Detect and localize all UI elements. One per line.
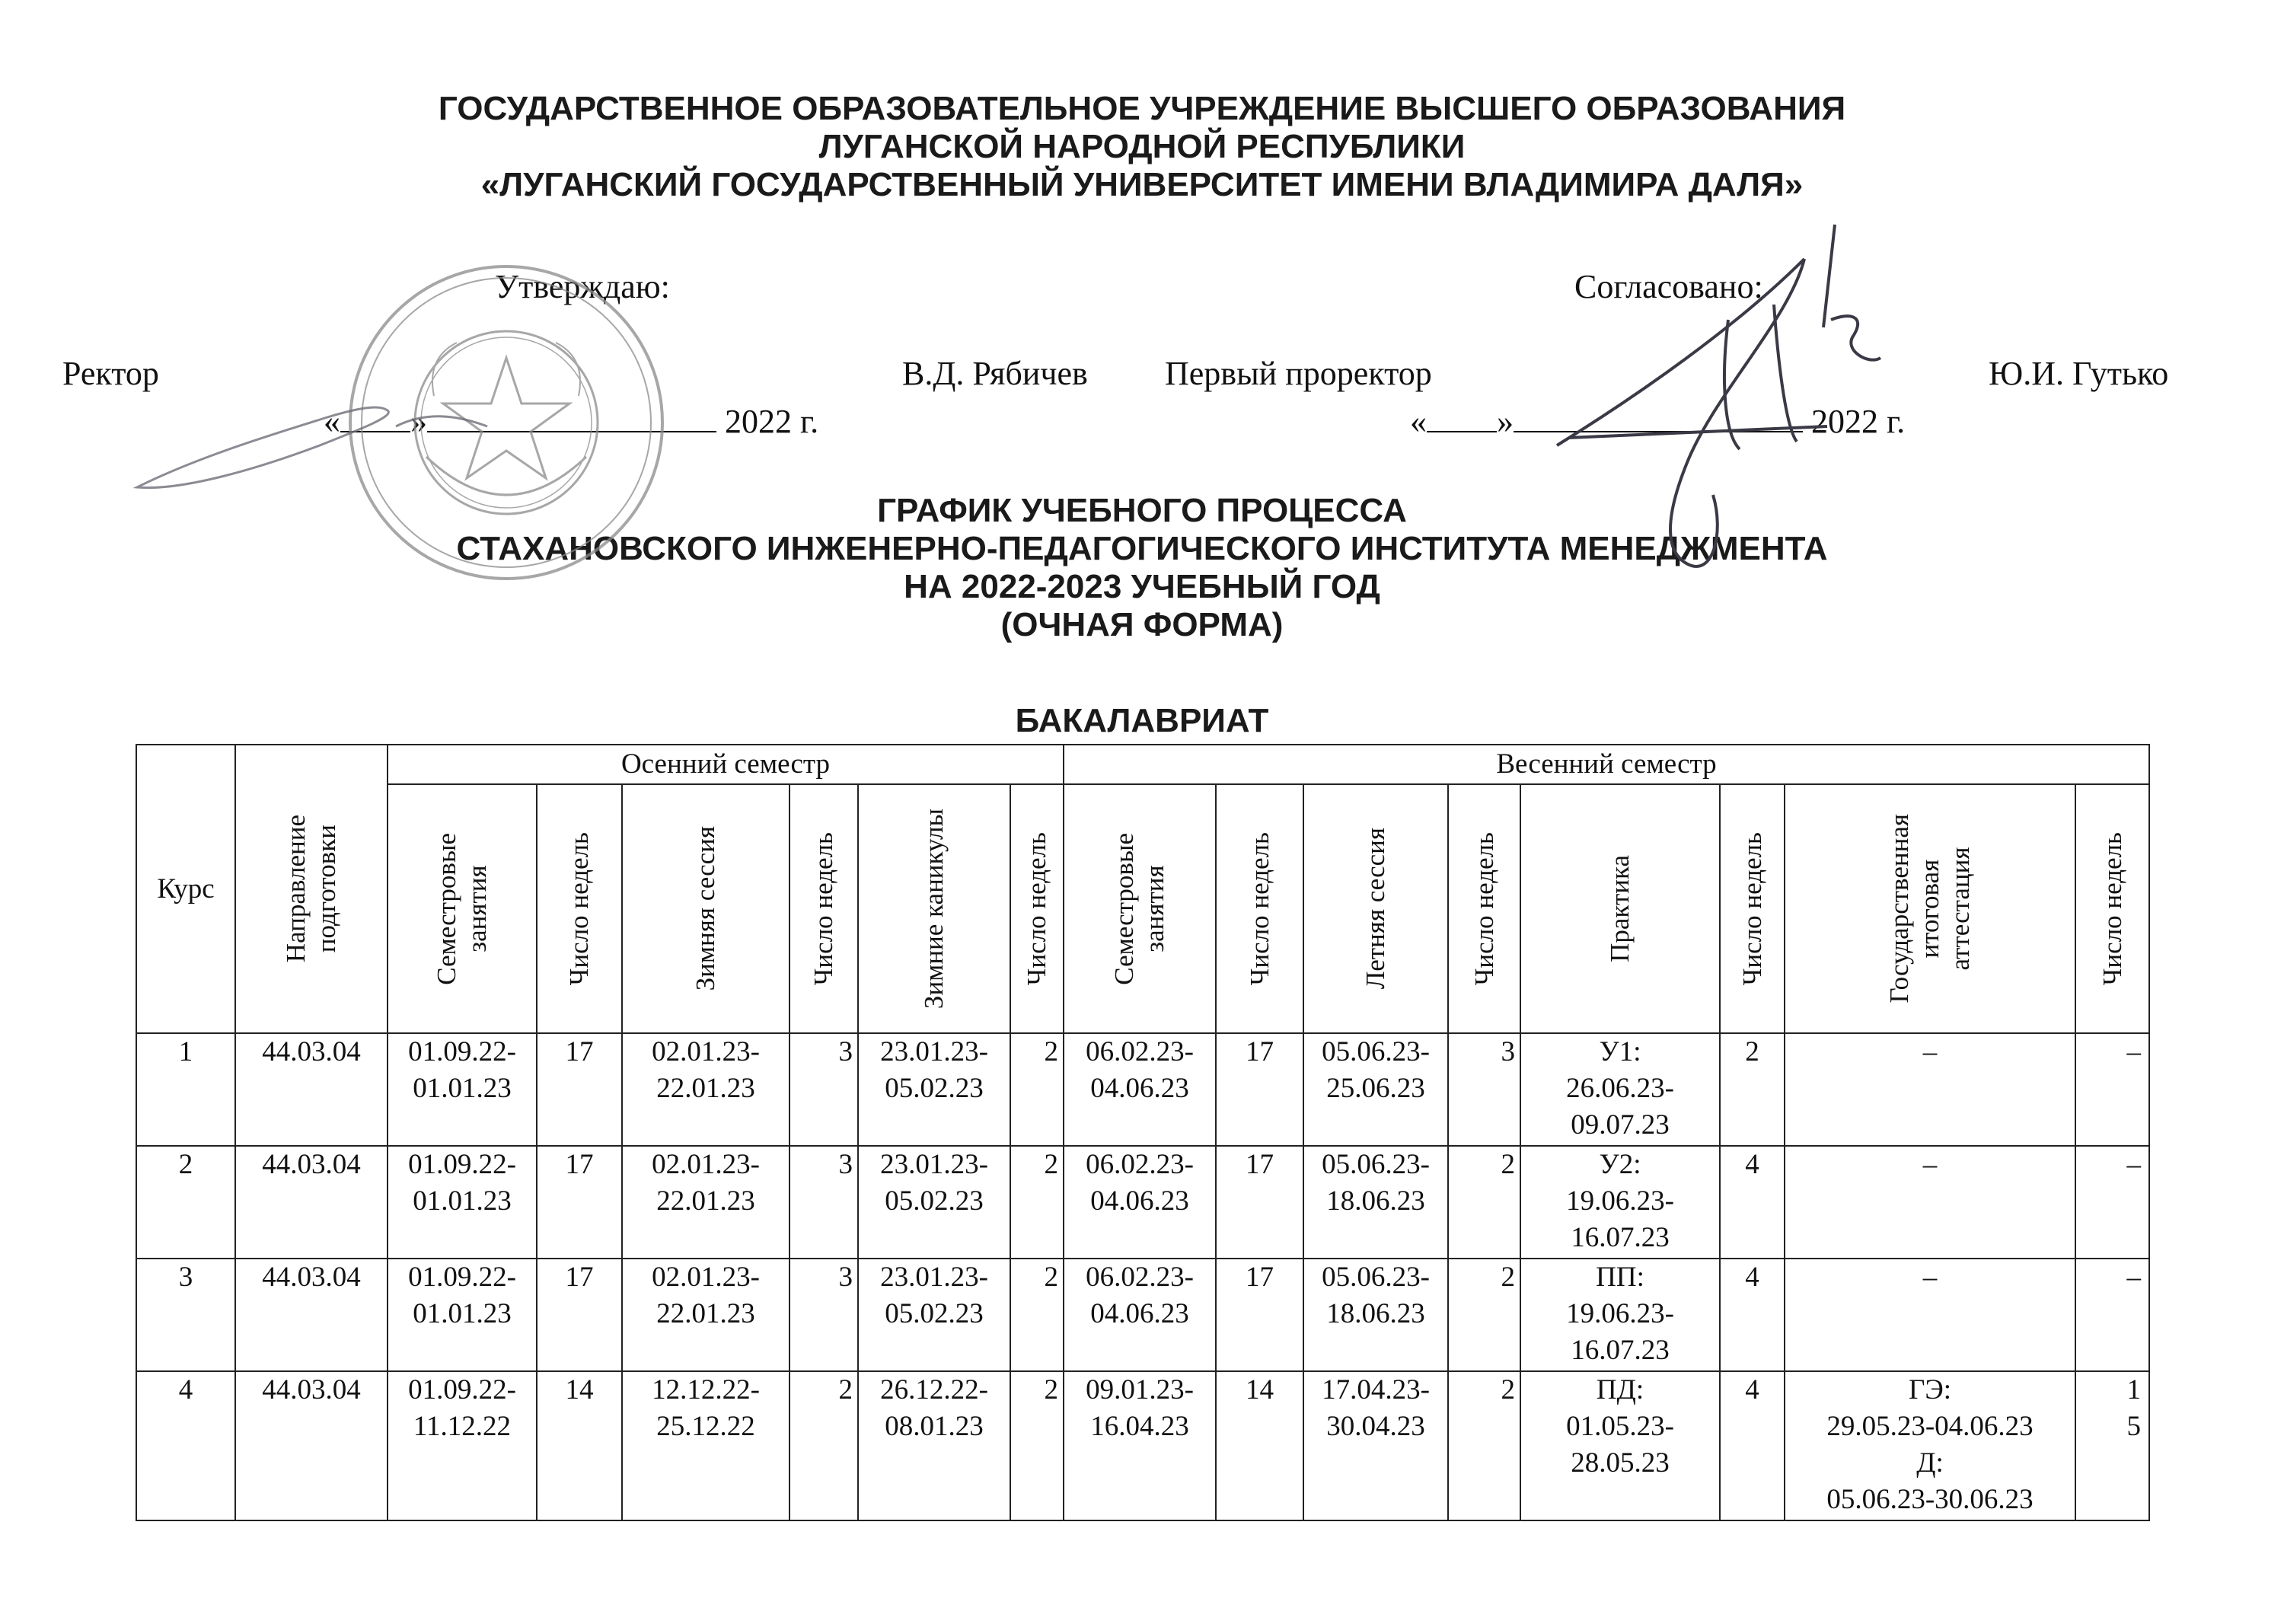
weeks-cell: 2 xyxy=(1010,1033,1064,1146)
winter-session-cell: 02.01.23- 22.01.23 xyxy=(622,1259,790,1371)
weeks-cell: 14 xyxy=(537,1371,622,1520)
day-blank xyxy=(340,402,410,432)
day-blank xyxy=(1427,402,1497,432)
weeks-cell: – xyxy=(2075,1259,2149,1371)
institution-header xyxy=(0,90,2284,204)
weeks-cell: 14 xyxy=(1216,1371,1303,1520)
rector-name: В.Д. Рябичев xyxy=(902,355,1088,392)
weeks-cell: 2 xyxy=(1448,1259,1520,1371)
course-cell: 3 xyxy=(136,1259,235,1371)
header-line-3: «ЛУГАНСКИЙ ГОСУДАРСТВЕННЫЙ УНИВЕРСИТЕТ ИМЕНИ ВЛАДИМИРА ДАЛЯ» xyxy=(480,166,1804,203)
attestation-cell: – xyxy=(1785,1259,2075,1371)
weeks-cell: 3 xyxy=(1448,1033,1520,1146)
weeks-header: Число недель xyxy=(1216,784,1303,1033)
rector-date-line xyxy=(324,402,818,441)
weeks-header: Число недель xyxy=(537,784,622,1033)
weeks-cell: – xyxy=(2075,1146,2149,1259)
summer-session-cell: 05.06.23- 18.06.23 xyxy=(1303,1146,1448,1259)
autumn-classes-cell: 01.09.22- 11.12.22 xyxy=(388,1371,537,1520)
direction-cell: 44.03.04 xyxy=(235,1033,388,1146)
weeks-header: Число недель xyxy=(1010,784,1064,1033)
weeks-cell: 2 xyxy=(1010,1146,1064,1259)
course-cell: 1 xyxy=(136,1033,235,1146)
prorector-title: Первый проректор xyxy=(1165,355,1432,392)
weeks-cell: 2 xyxy=(1010,1371,1064,1520)
weeks-cell: 4 xyxy=(1720,1259,1785,1371)
winter-holidays-cell: 23.01.23- 05.02.23 xyxy=(858,1259,1010,1371)
weeks-header: Число недель xyxy=(2075,784,2149,1033)
month-blank xyxy=(427,402,716,432)
header-line-2: ЛУГАНСКОЙ НАРОДНОЙ РЕСПУБЛИКИ xyxy=(818,128,1466,165)
course-header: Курс xyxy=(136,745,235,1033)
winter-holidays-cell: 23.01.23- 05.02.23 xyxy=(858,1146,1010,1259)
rector-date-year: 2022 г. xyxy=(725,403,819,440)
weeks-cell: 2 xyxy=(1010,1259,1064,1371)
direction-header: Направление подготовки xyxy=(235,745,388,1033)
weeks-cell: 4 xyxy=(1720,1371,1785,1520)
winter-session-cell: 02.01.23- 22.01.23 xyxy=(622,1146,790,1259)
schedule-title xyxy=(0,492,2284,644)
autumn-classes-cell: 01.09.22- 01.01.23 xyxy=(388,1033,537,1146)
practice-cell: У1: 26.06.23- 09.07.23 xyxy=(1520,1033,1720,1146)
summer-session-cell: 05.06.23- 18.06.23 xyxy=(1303,1259,1448,1371)
practice-cell: У2: 19.06.23- 16.07.23 xyxy=(1520,1146,1720,1259)
direction-cell: 44.03.04 xyxy=(235,1146,388,1259)
autumn-classes-cell: 01.09.22- 01.01.23 xyxy=(388,1146,537,1259)
direction-cell: 44.03.04 xyxy=(235,1371,388,1520)
prorector-date-line xyxy=(1410,402,1905,441)
weeks-header: Число недель xyxy=(1448,784,1520,1033)
autumn-classes-header: Семестровые занятия xyxy=(388,784,537,1033)
winter-session-cell: 02.01.23- 22.01.23 xyxy=(622,1033,790,1146)
agreed-label: Согласовано: xyxy=(1574,268,1763,305)
summer-session-cell: 05.06.23- 25.06.23 xyxy=(1303,1033,1448,1146)
schedule-table xyxy=(136,744,2150,1521)
weeks-cell: 2 xyxy=(1448,1146,1520,1259)
weeks-header: Число недель xyxy=(1720,784,1785,1033)
attestation-cell: ГЭ: 29.05.23-04.06.23 Д: 05.06.23-30.06.23 xyxy=(1785,1371,2075,1520)
date-quote-close: » xyxy=(410,403,427,440)
spring-classes-cell: 06.02.23- 04.06.23 xyxy=(1064,1259,1216,1371)
date-quote-open: « xyxy=(1410,403,1427,440)
weeks-cell: 17 xyxy=(537,1146,622,1259)
weeks-cell: 1 5 xyxy=(2075,1371,2149,1520)
title-line-4: (ОЧНАЯ ФОРМА) xyxy=(1000,606,1284,643)
weeks-cell: 17 xyxy=(1216,1146,1303,1259)
spring-classes-header: Семестровые занятия xyxy=(1064,784,1216,1033)
practice-cell: ПП: 19.06.23- 16.07.23 xyxy=(1520,1259,1720,1371)
approve-label: Утверждаю: xyxy=(495,268,670,305)
weeks-cell: 3 xyxy=(790,1259,858,1371)
weeks-cell: 3 xyxy=(790,1033,858,1146)
course-cell: 4 xyxy=(136,1371,235,1520)
winter-session-header: Зимняя сессия xyxy=(622,784,790,1033)
spring-classes-cell: 06.02.23- 04.06.23 xyxy=(1064,1033,1216,1146)
weeks-header: Число недель xyxy=(790,784,858,1033)
header-line-1: ГОСУДАРСТВЕННОЕ ОБРАЗОВАТЕЛЬНОЕ УЧРЕЖДЕНИЕ ВЫСШЕГО ОБРАЗОВАНИЯ xyxy=(438,90,1846,127)
date-quote-close: » xyxy=(1497,403,1514,440)
attestation-cell: – xyxy=(1785,1146,2075,1259)
rector-title: Ректор xyxy=(62,355,159,392)
date-quote-open: « xyxy=(324,403,340,440)
spring-classes-cell: 06.02.23- 04.06.23 xyxy=(1064,1146,1216,1259)
prorector-name: Ю.И. Гутько xyxy=(1989,355,2169,392)
attestation-cell: – xyxy=(1785,1033,2075,1146)
direction-cell: 44.03.04 xyxy=(235,1259,388,1371)
attestation-header: Государственная итоговая аттестация xyxy=(1785,784,2075,1033)
weeks-cell: 2 xyxy=(1720,1033,1785,1146)
month-blank xyxy=(1514,402,1803,432)
autumn-semester-header: Осенний семестр xyxy=(388,745,1064,784)
table-row xyxy=(136,1371,2149,1520)
spring-classes-cell: 09.01.23- 16.04.23 xyxy=(1064,1371,1216,1520)
winter-holidays-cell: 23.01.23- 05.02.23 xyxy=(858,1033,1010,1146)
course-cell: 2 xyxy=(136,1146,235,1259)
winter-holidays-cell: 26.12.22- 08.01.23 xyxy=(858,1371,1010,1520)
weeks-cell: 17 xyxy=(537,1033,622,1146)
summer-session-header: Летняя сессия xyxy=(1303,784,1448,1033)
table-row xyxy=(136,1033,2149,1146)
practice-header: Практика xyxy=(1520,784,1720,1033)
practice-cell: ПД: 01.05.23- 28.05.23 xyxy=(1520,1371,1720,1520)
weeks-cell: 2 xyxy=(1448,1371,1520,1520)
autumn-classes-cell: 01.09.22- 01.01.23 xyxy=(388,1259,537,1371)
spring-semester-header: Весенний семестр xyxy=(1064,745,2149,784)
title-line-1: ГРАФИК УЧЕБНОГО ПРОЦЕССА xyxy=(877,492,1407,529)
weeks-cell: – xyxy=(2075,1033,2149,1146)
table-row xyxy=(136,1146,2149,1259)
header-row-columns xyxy=(136,784,2149,1033)
table-row xyxy=(136,1259,2149,1371)
header-row-semesters xyxy=(136,745,2149,784)
winter-session-cell: 12.12.22- 25.12.22 xyxy=(622,1371,790,1520)
title-line-3: НА 2022-2023 УЧЕБНЫЙ ГОД xyxy=(904,568,1380,605)
section-heading: БАКАЛАВРИАТ xyxy=(1015,702,1269,739)
weeks-cell: 3 xyxy=(790,1146,858,1259)
weeks-cell: 4 xyxy=(1720,1146,1785,1259)
weeks-cell: 2 xyxy=(790,1371,858,1520)
weeks-cell: 17 xyxy=(1216,1033,1303,1146)
prorector-date-year: 2022 г. xyxy=(1811,403,1906,440)
weeks-cell: 17 xyxy=(1216,1259,1303,1371)
title-line-2: СТАХАНОВСКОГО ИНЖЕНЕРНО-ПЕДАГОГИЧЕСКОГО ИНСТИТУТА МЕНЕДЖМЕНТА xyxy=(456,530,1828,567)
winter-holidays-header: Зимние каникулы xyxy=(858,784,1010,1033)
weeks-cell: 17 xyxy=(537,1259,622,1371)
summer-session-cell: 17.04.23- 30.04.23 xyxy=(1303,1371,1448,1520)
